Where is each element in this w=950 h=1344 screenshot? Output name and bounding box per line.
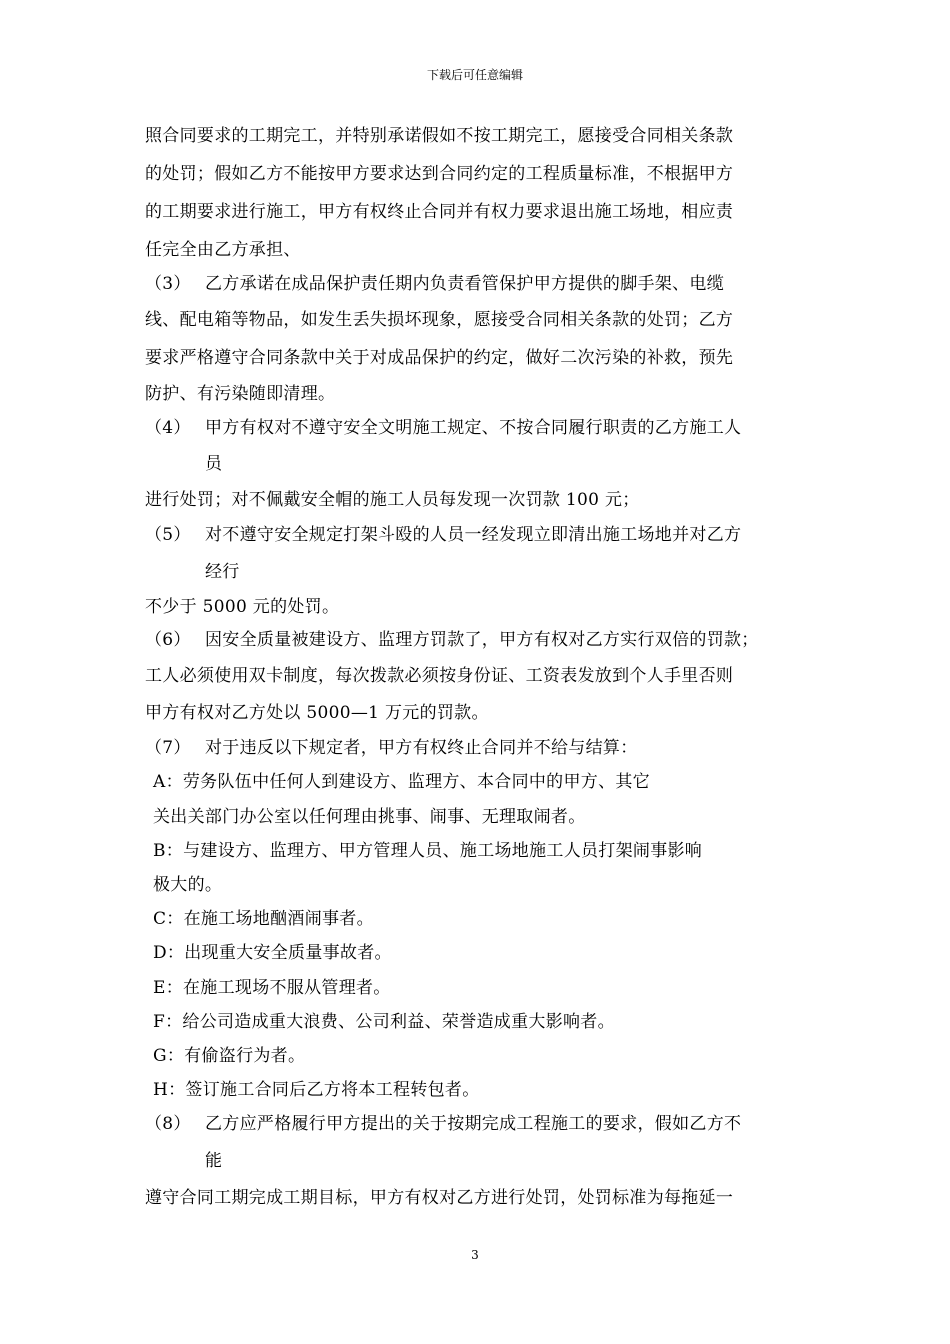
item-6-first [145, 629, 825, 651]
text-line: 的工期要求进行施工，甲方有权终止合同并有权力要求退出施工场地，相应责 [145, 202, 734, 222]
item-number: （8） [145, 1114, 191, 1134]
item-number: （7） [145, 738, 191, 758]
item-number: （5） [145, 525, 191, 545]
page-header: 下载后可任意编辑 [426, 68, 523, 82]
item-4-first [145, 417, 825, 439]
item-text: 因安全质量被建设方、监理方罚款了，甲方有权对乙方实行双倍的罚款； [205, 630, 759, 650]
text-line: 进行处罚；对不佩戴安全帽的施工人员每发现一次罚款 100 元； [145, 490, 640, 510]
text-line: 的处罚；假如乙方不能按甲方要求达到合同约定的工程质量标准，不根据甲方 [145, 164, 734, 184]
text-line: 线、配电箱等物品，如发生丢失损坏现象，愿接受合同相关条款的处罚；乙方 [145, 310, 734, 330]
text-line: 甲方有权对乙方处以 5000—1 万元的罚款。 [145, 703, 489, 723]
sub-item: 关出关部门办公室以任何理由挑事、闹事、无理取闹者。 [153, 807, 586, 827]
item-number: （4） [145, 418, 191, 438]
text-line: 任完全由乙方承担、 [145, 240, 301, 260]
text-line: 遵守合同工期完成工期目标，甲方有权对乙方进行处罚，处罚标准为每拖延一 [145, 1188, 734, 1208]
text-line: 防护、有污染随即清理。 [145, 384, 336, 404]
item-number: （3） [145, 274, 191, 294]
sub-item: D：出现重大安全质量事故者。 [153, 943, 392, 963]
item-text: 对于违反以下规定者，甲方有权终止合同并不给与结算： [205, 738, 638, 758]
item-text: 乙方应严格履行甲方提出的关于按期完成工程施工的要求，假如乙方不 [205, 1114, 742, 1134]
item-text: 对不遵守安全规定打架斗殴的人员一经发现立即清出施工场地并对乙方 [205, 525, 742, 545]
text-line: 工人必须使用双卡制度，每次拨款必须按身份证、工资表发放到个人手里否则 [145, 666, 734, 686]
sub-item: 极大的。 [153, 875, 223, 895]
item-text: 乙方承诺在成品保护责任期内负责看管保护甲方提供的脚手架、电缆 [205, 274, 724, 294]
sub-item: A：劳务队伍中任何人到建设方、监理方、本合同中的甲方、其它 [153, 772, 650, 792]
sub-item: C：在施工场地酗酒闹事者。 [153, 909, 374, 929]
sub-item: H：签订施工合同后乙方将本工程转包者。 [153, 1080, 480, 1100]
page-number: 3 [471, 1248, 479, 1262]
text-line: 不少于 5000 元的处罚。 [145, 597, 340, 617]
sub-item: G：有偷盗行为者。 [153, 1046, 306, 1066]
item-text: 甲方有权对不遵守安全文明施工规定、不按合同履行职责的乙方施工人 [205, 418, 742, 438]
item-5-first [145, 524, 825, 546]
item-8-first [145, 1113, 825, 1135]
sub-item: B：与建设方、监理方、甲方管理人员、施工场地施工人员打架闹事影响 [153, 841, 703, 861]
text-line: 经行 [205, 562, 240, 582]
item-number: （6） [145, 630, 191, 650]
text-line: 照合同要求的工期完工，并特别承诺假如不按工期完工，愿接受合同相关条款 [145, 126, 734, 146]
sub-item: E：在施工现场不服从管理者。 [153, 978, 391, 998]
text-line: 要求严格遵守合同条款中关于对成品保护的约定，做好二次污染的补救，预先 [145, 348, 734, 368]
text-line: 员 [205, 454, 223, 474]
sub-item: F：给公司造成重大浪费、公司利益、荣誉造成重大影响者。 [153, 1012, 615, 1032]
item-7-first [145, 737, 825, 759]
item-3-first [145, 273, 825, 295]
text-line: 能 [205, 1151, 223, 1171]
